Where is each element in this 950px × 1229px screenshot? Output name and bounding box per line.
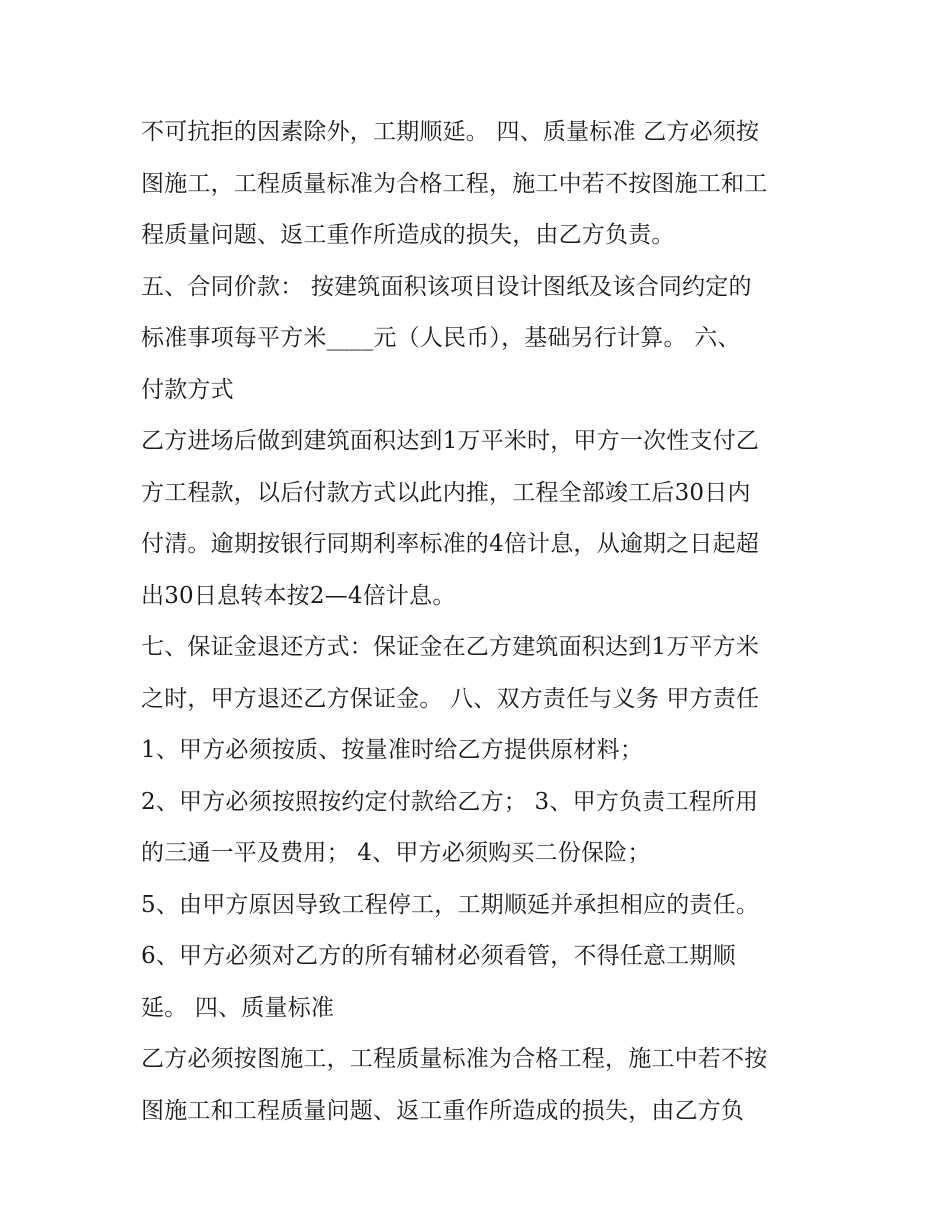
text-line: 五、合同价款： 按建筑面积该项目设计图纸及该合同约定的 (141, 273, 752, 300)
text-line: 2、甲方必须按照按约定付款给乙方； 3、甲方负责工程所用 (141, 788, 759, 815)
text-line: 延。 四、质量标准 (141, 994, 335, 1021)
text-line: 图施工，工程质量标准为合格工程，施工中若不按图施工和工 (141, 170, 768, 197)
text-line: 付清。逾期按银行同期利率标准的4倍计息，从逾期之日起超 (141, 531, 760, 557)
text-line: 七、保证金退还方式：保证金在乙方建筑面积达到1万平方米 (141, 634, 760, 660)
text-line: 程质量问题、返工重作所造成的损失，由乙方负责。 (141, 222, 675, 248)
text-line: 乙方必须按图施工，工程质量标准为合格工程，施工中若不按 (141, 1046, 768, 1072)
text-line: 1、甲方必须按质、按量准时给乙方提供原材料； (141, 737, 644, 763)
text-line: 6、甲方必须对乙方的所有辅材必须看管，不得任意工期顺 (141, 943, 736, 969)
document-body (141, 107, 821, 1137)
text-line: 5、由甲方原因导致工程停工，工期顺延并承担相应的责任。 (141, 891, 760, 918)
text-line: 标准事项每平方米____元（人民币），基础另行计算。 六、 (141, 325, 741, 351)
text-line: 乙方进场后做到建筑面积达到1万平米时，甲方一次性支付乙 (141, 428, 760, 454)
text-line: 图施工和工程质量问题、返工重作所造成的损失，由乙方负 (141, 1097, 745, 1124)
text-line: 出30日息转本按2—4倍计息。 (141, 582, 456, 609)
text-line: 付款方式 (141, 376, 234, 403)
text-line: 不可抗拒的因素除外，工期顺延。 四、质量标准 乙方必须按 (141, 119, 760, 145)
text-line: 之时，甲方退还乙方保证金。 八、双方责任与义务 甲方责任 (141, 685, 760, 712)
text-line: 的三通一平及费用； 4、甲方必须购买二份保险； (141, 840, 651, 866)
text-line: 方工程款，以后付款方式以此内推，工程全部竣工后30日内 (141, 479, 751, 506)
